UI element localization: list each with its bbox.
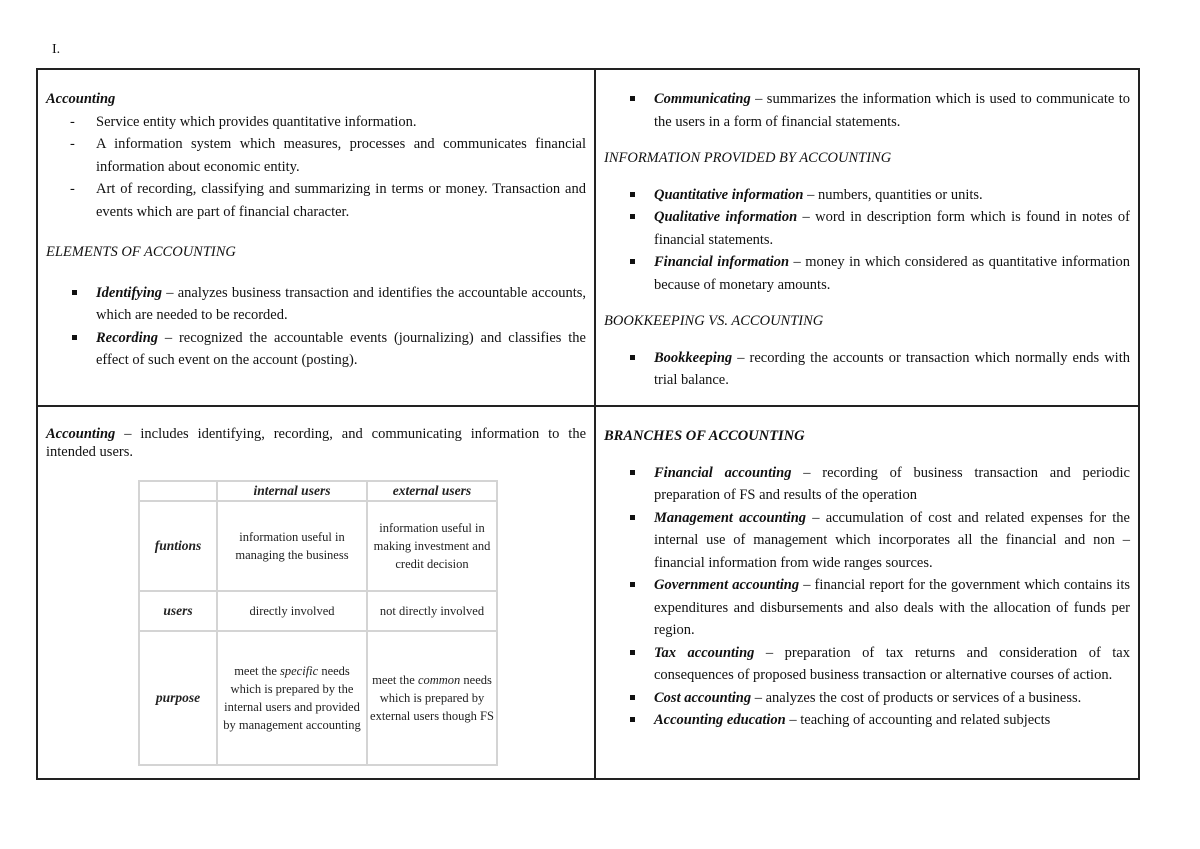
definition-item: - A information system which measures, processes and communicates financial information about economic entity. — [46, 133, 586, 178]
table-cell: information useful in managing the business — [217, 501, 367, 591]
branch-item — [604, 687, 1130, 710]
info-list — [604, 184, 1130, 297]
branch-term: Government accounting — [654, 577, 800, 593]
cell-emphasis: common — [417, 673, 461, 687]
table-cell: directly involved — [217, 591, 367, 631]
branch-desc: – recording of business transaction and periodic preparation of FS and results of the operation — [654, 464, 1130, 503]
branch-term: Tax accounting — [654, 644, 755, 661]
element-term: Communicating — [654, 91, 751, 107]
cell-text: needs which is prepared by the internal users and provided by management accounting — [223, 664, 361, 732]
element-term: Identifying — [96, 284, 163, 301]
branches-list — [604, 462, 1130, 732]
bookkeeping-heading: BOOKKEEPING VS. ACCOUNTING — [604, 313, 824, 329]
element-desc: – analyzes business transaction and identifies the accountable accounts, which are needed to be recorded. — [96, 284, 586, 323]
table-cell: information useful in making investment and credit decision — [367, 501, 497, 591]
page-number: I. — [52, 42, 61, 57]
branch-term: Cost accounting — [654, 689, 752, 706]
intro-desc: – includes identifying, recording, and communicating information to the intended users. — [46, 426, 586, 460]
branch-desc: – accumulation of cost and related expenses for the internal use of management which incorporates all the financial and non – financial information from wide ranges sources. — [654, 509, 1130, 571]
element-item — [46, 327, 586, 372]
communicating-list — [604, 88, 1130, 133]
table-header-cell — [139, 481, 217, 501]
element-desc: – recognized the accountable events (journalizing) and classifies the effect of such event on the account (posting). — [96, 329, 586, 368]
bookkeeping-term: Bookkeeping — [654, 349, 733, 366]
elements-heading: ELEMENTS OF ACCOUNTING — [46, 244, 236, 260]
info-term: Qualitative information — [654, 209, 798, 225]
cell-accounting-definition — [38, 70, 594, 405]
info-desc: – word in description form which is found in notes of financial statements. — [654, 209, 1131, 248]
row-label: users — [139, 591, 217, 631]
branch-item — [604, 709, 1130, 732]
notes-grid — [36, 68, 1140, 780]
info-desc: – money in which considered as quantitative information because of monetary amounts. — [654, 254, 1130, 293]
branch-desc: – financial report for the government which contains its expenditures and disbursements and also deals with the allocation of funds per region. — [654, 577, 1130, 638]
info-item — [604, 206, 1130, 251]
table-cell — [367, 631, 497, 765]
branch-desc: – preparation of tax returns and consideration of tax consequences of proposed business transaction or alternative courses of action. — [654, 644, 1130, 683]
elements-list — [46, 282, 586, 372]
cell-information-provided — [596, 70, 1138, 405]
branch-item — [604, 507, 1130, 575]
bookkeeping-desc: – recording the accounts or transaction which normally ends with trial balance. — [654, 349, 1130, 388]
info-item — [604, 251, 1130, 296]
accounting-title: Accounting — [46, 91, 116, 107]
table-header-cell: internal users — [217, 481, 367, 501]
intro-term: Accounting — [46, 426, 116, 442]
element-item — [46, 282, 586, 327]
branch-term: Financial accounting — [654, 464, 792, 481]
table-cell — [217, 631, 367, 765]
cell-users-comparison — [38, 407, 594, 778]
branch-item — [604, 642, 1130, 687]
cell-branches — [596, 407, 1138, 778]
branch-item — [604, 574, 1130, 642]
element-desc: – summarizes the information which is used to communicate to the users in a form of financial statements. — [654, 91, 1130, 130]
branch-item — [604, 462, 1130, 507]
element-term: Recording — [96, 329, 159, 346]
info-desc: – numbers, quantities or units. — [803, 186, 983, 203]
branch-term: Accounting education — [654, 712, 786, 728]
cell-text: meet the — [372, 673, 418, 687]
cell-text: meet the — [234, 664, 281, 678]
table-row — [139, 501, 497, 591]
branch-term: Management accounting — [654, 509, 807, 526]
cell-emphasis: specific — [280, 664, 319, 678]
table-row — [139, 591, 497, 631]
info-term: Quantitative information — [654, 186, 804, 203]
table-cell: not directly involved — [367, 591, 497, 631]
branches-heading: BRANCHES OF ACCOUNTING — [604, 428, 805, 444]
table-header-cell: external users — [367, 481, 497, 501]
info-term: Financial information — [654, 254, 790, 270]
accounting-intro — [46, 425, 586, 461]
element-item — [604, 88, 1130, 133]
table-header-row — [139, 481, 497, 501]
row-label: funtions — [139, 501, 217, 591]
definition-list — [46, 111, 586, 224]
bookkeeping-list — [604, 347, 1130, 392]
info-heading: INFORMATION PROVIDED BY ACCOUNTING — [604, 150, 892, 166]
row-label: purpose — [139, 631, 217, 765]
bookkeeping-item — [604, 347, 1130, 392]
definition-item: - Service entity which provides quantitative information. — [46, 111, 586, 134]
definition-item: - Art of recording, classifying and summarizing in terms or money. Transaction and events which are part of financial character. — [46, 178, 586, 223]
info-item — [604, 184, 1130, 207]
branch-desc: – teaching of accounting and related subjects — [785, 712, 1051, 728]
branch-desc: – analyzes the cost of products or services of a business. — [751, 689, 1082, 706]
cell-text: needs which is prepared by external users though FS — [370, 673, 494, 723]
users-table — [138, 480, 498, 766]
table-row — [139, 631, 497, 765]
